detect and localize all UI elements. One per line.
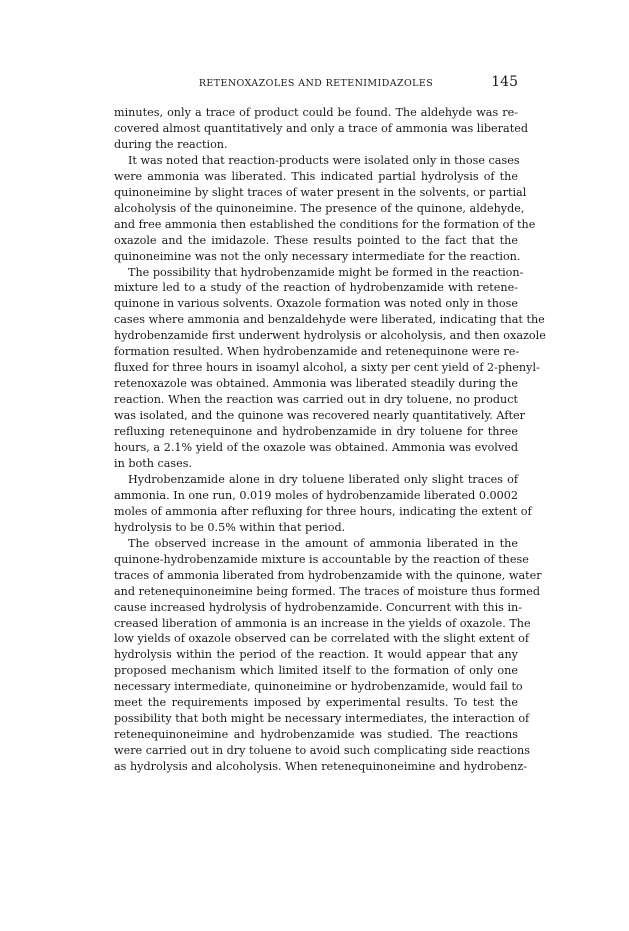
page-number: 145 — [491, 74, 518, 90]
text-line: hydrolysis to be 0.5% within that period. — [114, 520, 346, 534]
text-line: retenequinoneimine and hydrobenzamide was studied. The reactions — [114, 728, 518, 742]
text-line: was isolated, and the quinone was recovered nearly quantitatively. After — [114, 409, 525, 423]
text-line: were ammonia was liberated. This indicated partial hydrolysis of the — [114, 169, 518, 183]
text-line: retenoxazole was obtained. Ammonia was liberated steadily during the — [114, 377, 518, 391]
text-line: and retenequinoneimine being formed. The traces of moisture thus formed — [114, 584, 541, 598]
text-line: The observed increase in the amount of ammonia liberated in the — [128, 536, 518, 550]
text-line: mixture led to a study of the reaction of hydrobenzamide with retene- — [114, 281, 518, 295]
text-line: quinoneimine was not the only necessary intermediate for the reaction. — [114, 249, 521, 263]
text-line: refluxing retenequinone and hydrobenzamide in dry toluene for three — [114, 425, 518, 439]
text-line: meet the requirements imposed by experimental results. To test the — [114, 696, 518, 710]
text-line: low yields of oxazole observed can be correlated with the slight extent of — [114, 632, 530, 646]
text-line: necessary intermediate, quinoneimine or hydrobenzamide, would fail to — [114, 680, 523, 694]
text-line: were carried out in dry toluene to avoid such complicating side reactions — [114, 744, 530, 758]
text-line: in both cases. — [114, 456, 193, 470]
text-line: alcoholysis of the quinoneimine. The presence of the quinone, aldehyde, — [114, 201, 525, 215]
text-line: quinone in various solvents. Oxazole formation was noted only in those — [114, 297, 518, 311]
text-line: quinone-hydrobenzamide mixture is accountable by the reaction of these — [114, 552, 529, 566]
text-line: during the reaction. — [114, 137, 228, 151]
text-line: reaction. When the reaction was carried out in dry toluene, no product — [114, 393, 518, 407]
text-line: formation resulted. When hydrobenzamide and retenequinone were re- — [114, 345, 520, 359]
running-header — [114, 74, 518, 92]
text-line: cases where ammonia and benzaldehyde were liberated, indicating that the — [114, 313, 545, 327]
text-line: and free ammonia then established the conditions for the formation of the — [114, 217, 536, 231]
text-line: traces of ammonia liberated from hydrobenzamide with the quinone, water — [114, 568, 542, 582]
text-line: The possibility that hydrobenzamide might be formed in the reaction- — [128, 265, 524, 279]
text-line: minutes, only a trace of product could be found. The aldehyde was re- — [114, 106, 518, 119]
text-line: hours, a 2.1% yield of the oxazole was obtained. Ammonia was evolved — [114, 441, 518, 455]
text-line: as hydrolysis and alcoholysis. When retenequinoneimine and hydrobenz- — [114, 760, 527, 774]
text-line: fluxed for three hours in isoamyl alcohol, a sixty per cent yield of 2-phenyl- — [114, 361, 540, 375]
text-line: It was noted that reaction-products were isolated only in those cases — [128, 153, 520, 167]
text-line: oxazole and the imidazole. These results pointed to the fact that the — [114, 233, 518, 247]
text-line: hydrolysis within the period of the reaction. It would appear that any — [114, 648, 518, 662]
text-line: quinoneimine by slight traces of water present in the solvents, or partial — [114, 185, 527, 199]
text-line: ammonia. In one run, 0.019 moles of hydrobenzamide liberated 0.0002 — [114, 488, 518, 502]
text-line: hydrobenzamide first underwent hydrolysis or alcoholysis, and then oxazole — [114, 329, 546, 343]
body-text — [114, 105, 546, 775]
text-line: cause increased hydrolysis of hydrobenzamide. Concurrent with this in- — [114, 600, 523, 614]
text-line: proposed mechanism which limited itself to the formation of only one — [114, 664, 518, 678]
text-line: possibility that both might be necessary intermediates, the interaction of — [114, 712, 530, 726]
text-line: Hydrobenzamide alone in dry toluene liberated only slight traces of — [128, 472, 518, 486]
running-title: RETENOXAZOLES AND RETENIMIDAZOLES — [198, 78, 434, 89]
text-line: covered almost quantitatively and only a trace of ammonia was liberated — [114, 121, 528, 135]
text-line: moles of ammonia after refluxing for three hours, indicating the extent of — [114, 504, 532, 518]
text-line: creased liberation of ammonia is an increase in the yields of oxazole. The — [114, 616, 531, 630]
